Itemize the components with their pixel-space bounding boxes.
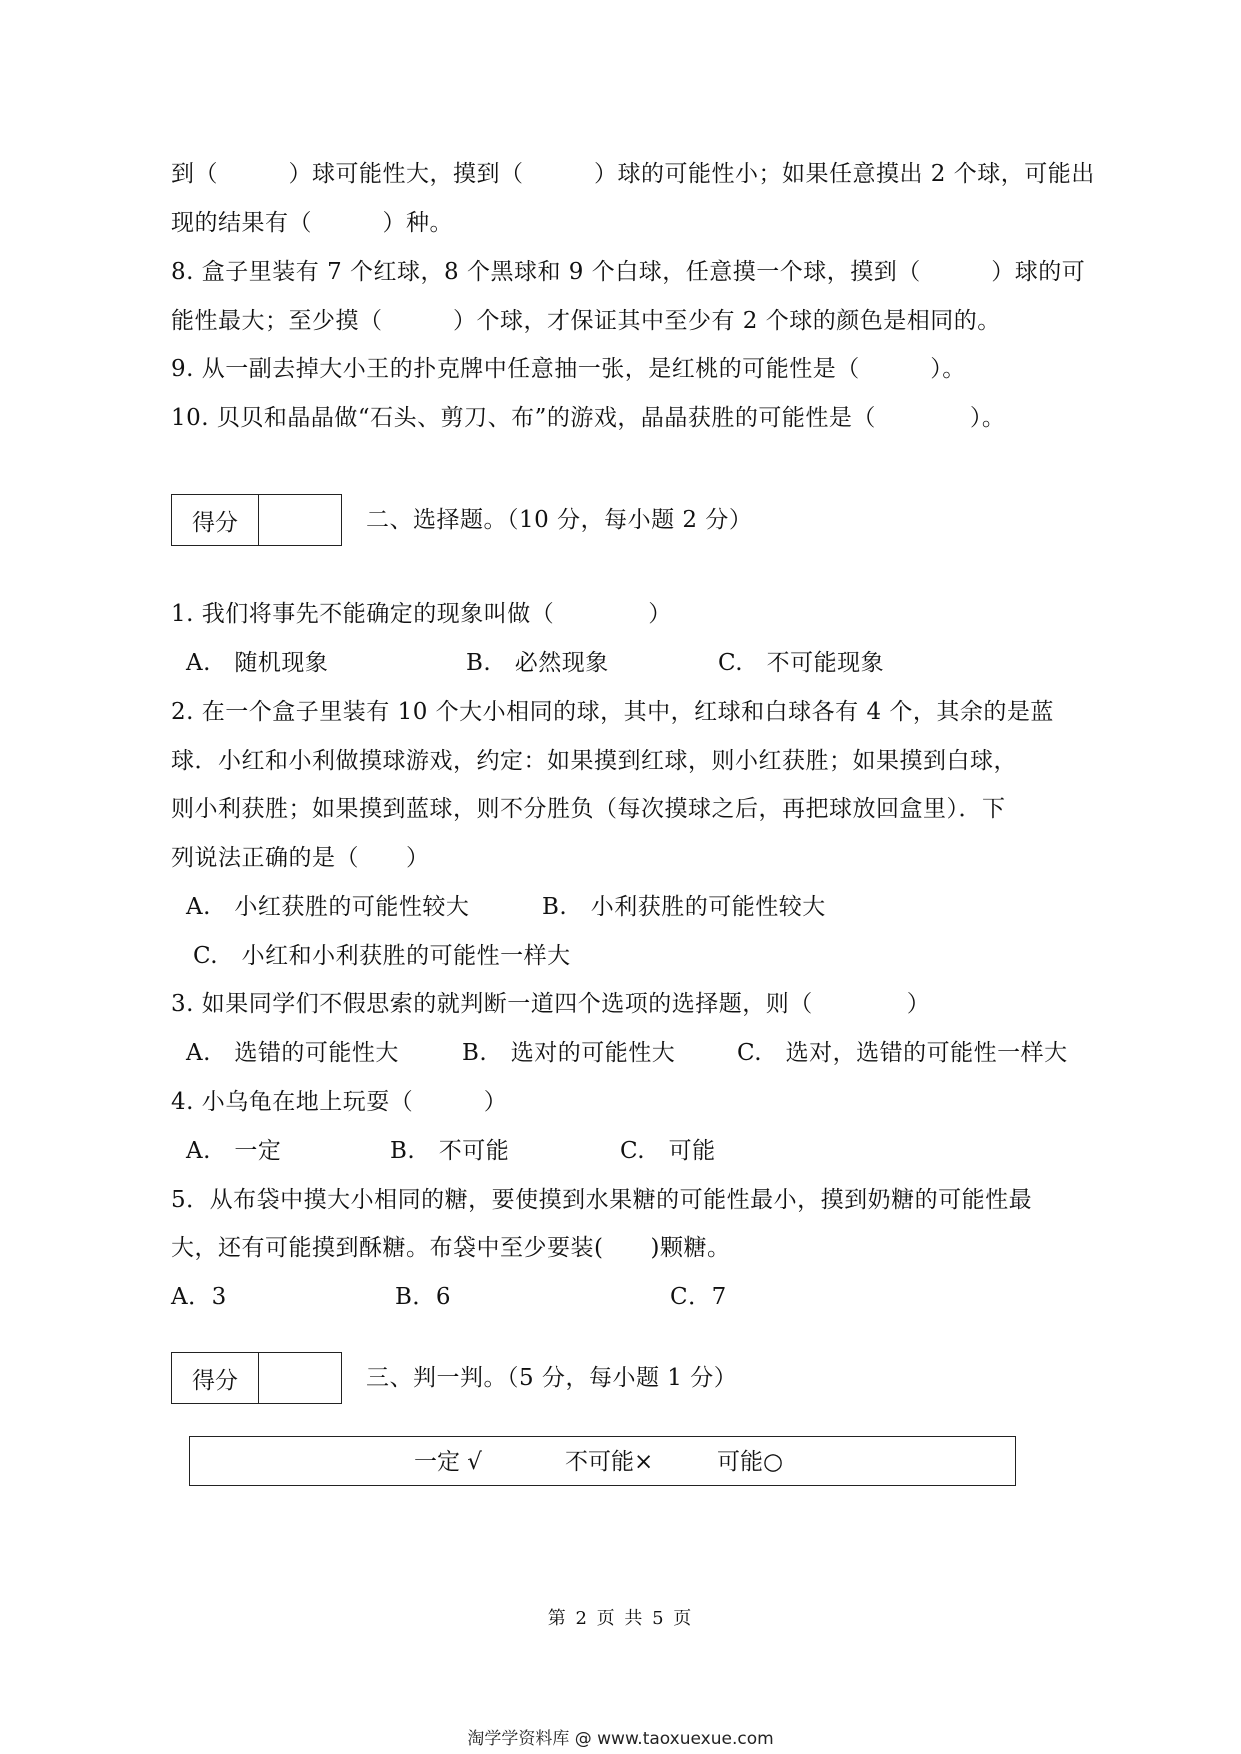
q7-continuation-line2: 现的结果有（ ）种。 [171, 210, 453, 236]
section3-title: 三、判一判。（5 分，每小题 1 分） [366, 1365, 738, 1391]
q2-line4: 列说法正确的是（ ） [171, 845, 430, 871]
q10-text: 10. 贝贝和晶晶做“石头、剪刀、布”的游戏，晶晶获胜的可能性是（ ）。 [171, 405, 1006, 431]
q2-option-b: B. 小利获胜的可能性较大 [542, 894, 826, 920]
q3-text: 3. 如果同学们不假思索的就判断一道四个选项的选择题，则（ ） [171, 991, 931, 1017]
q4-text: 4. 小乌龟在地上玩耍（ ） [171, 1089, 508, 1115]
q5-option-c: C．7 [670, 1284, 727, 1310]
q5-line2: 大，还有可能摸到酥糖。布袋中至少要装( )颗糖。 [171, 1235, 731, 1261]
q1-option-c: C. 不可能现象 [718, 650, 885, 676]
q8-line1: 8. 盒子里装有 7 个红球，8 个黑球和 9 个白球，任意摸一个球，摸到（ ）球的可 [171, 259, 1086, 285]
q2-line1: 2. 在一个盒子里装有 10 个大小相同的球，其中，红球和白球各有 4 个，其余的是蓝 [171, 699, 1054, 725]
page-number: 第 2 页 共 5 页 [547, 1608, 694, 1629]
q8-line2: 能性最大；至少摸（ ）个球，才保证其中至少有 2 个球的颜色是相同的。 [171, 308, 1001, 334]
q2-option-a: A. 小红获胜的可能性较大 [186, 894, 470, 920]
score-box-section3 [171, 1352, 342, 1404]
q1-option-b: B. 必然现象 [466, 650, 609, 676]
score-box-section2 [171, 494, 342, 546]
q5-line1: 5．从布袋中摸大小相同的糖，要使摸到水果糖的可能性最小，摸到奶糖的可能性最 [171, 1187, 1033, 1213]
q4-option-a: A. 一定 [186, 1138, 282, 1164]
score-value-cell[interactable] [259, 495, 341, 545]
score-value-cell[interactable] [259, 1353, 341, 1403]
q4-option-b: B. 不可能 [390, 1138, 510, 1164]
q2-option-c: C. 小红和小利获胜的可能性一样大 [193, 943, 571, 969]
q5-option-a: A．3 [171, 1284, 227, 1310]
q1-option-a: A. 随机现象 [186, 650, 329, 676]
q3-option-a: A. 选错的可能性大 [186, 1040, 399, 1066]
q4-option-c: C. 可能 [620, 1138, 716, 1164]
legend-certain: 一定 √ [414, 1449, 482, 1475]
score-label: 得分 [172, 1353, 259, 1403]
watermark: 淘学学资料库 @ www.taoxuexue.com [467, 1729, 774, 1749]
q7-continuation-line1: 到（ ）球可能性大，摸到（ ）球的可能性小；如果任意摸出 2 个球，可能出 [171, 161, 1095, 187]
q5-option-b: B．6 [395, 1284, 452, 1310]
legend-possible: 可能○ [717, 1449, 784, 1475]
score-label: 得分 [172, 495, 259, 545]
q1-text: 1. 我们将事先不能确定的现象叫做（ ） [171, 601, 672, 627]
q3-option-b: B. 选对的可能性大 [462, 1040, 676, 1066]
q2-line2: 球．小红和小利做摸球游戏，约定：如果摸到红球，则小红获胜；如果摸到白球， [171, 748, 1017, 774]
q3-option-c: C. 选对，选错的可能性一样大 [737, 1040, 1068, 1066]
q2-line3: 则小利获胜；如果摸到蓝球，则不分胜负（每次摸球之后，再把球放回盒里）．下 [171, 796, 1006, 822]
q9-text: 9. 从一副去掉大小王的扑克牌中任意抽一张，是红桃的可能性是（ ）。 [171, 356, 966, 382]
legend-impossible: 不可能× [565, 1449, 654, 1475]
judgement-legend-box [189, 1436, 1016, 1486]
section2-title: 二、选择题。（10 分，每小题 2 分） [366, 507, 753, 533]
